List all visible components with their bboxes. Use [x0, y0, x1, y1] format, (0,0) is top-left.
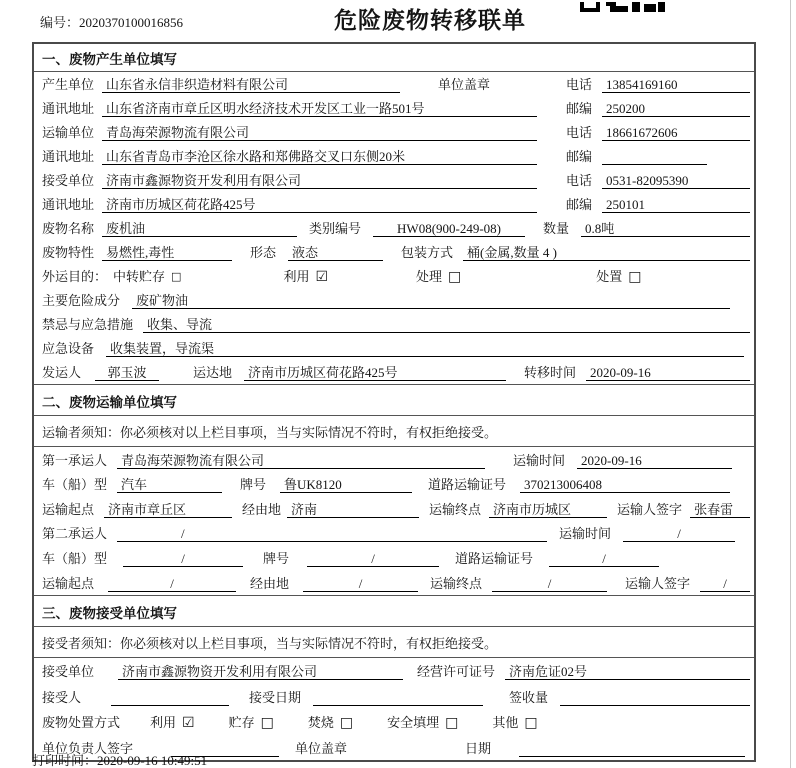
row-route1 [34, 496, 754, 521]
plate2-value: / [307, 550, 439, 567]
quantity-value: 0.8吨 [581, 220, 750, 237]
purpose-option-use-label: 利用 [283, 269, 310, 284]
time1-value: 2020-09-16 [577, 452, 732, 469]
phone3-value: 0531-82095390 [602, 172, 750, 189]
row-transfer-purpose [34, 264, 754, 288]
row-carrier2 [34, 521, 754, 546]
post1-value: 250200 [602, 100, 750, 117]
addr2-label: 通讯地址 [42, 149, 95, 164]
row-receiver [34, 168, 754, 192]
date2-value [519, 740, 745, 757]
unit-seal-label: 单位盖章 [438, 77, 491, 92]
purpose-label: 外运目的： [42, 269, 108, 284]
origin1-label: 运输起点 [42, 501, 95, 517]
row-waste-character [34, 240, 754, 264]
page-right-edge [790, 0, 791, 768]
row-vehicle2 [34, 545, 754, 570]
row-receiver-address [34, 192, 754, 216]
disposal-landfill-label: 安全填埋 [387, 715, 440, 731]
row-transporter-address [34, 144, 754, 168]
document-number-value: 2020370100016856 [79, 15, 184, 30]
row-route2 [34, 570, 754, 595]
quantity-label: 数量 [543, 221, 570, 236]
disposal-burn-checkbox: □ [339, 715, 354, 732]
row-vehicle1 [34, 472, 754, 497]
sign1-label: 运输人签字 [617, 501, 683, 517]
time2-label: 运输时间 [559, 526, 612, 542]
post3-label: 邮编 [565, 197, 592, 212]
carrier1-label: 第一承运人 [42, 452, 108, 468]
permit-value: 济南危证02号 [505, 663, 750, 680]
row-carrier1 [34, 447, 754, 472]
signed-amount-value [560, 689, 750, 706]
phone2-value: 18661672606 [602, 124, 750, 141]
disposal-store-label: 贮存 [228, 715, 255, 731]
origin2-label: 运输起点 [42, 575, 95, 591]
row-main-hazard [34, 288, 754, 312]
section-3-title: 三、废物接受单位填写 [34, 595, 754, 627]
purpose-option-dispose-label: 处置 [596, 269, 623, 284]
license1-label: 道路运输证号 [428, 477, 507, 493]
via1-value: 济南 [287, 501, 419, 518]
disposal-landfill-checkbox: □ [445, 715, 459, 732]
section-receiver [34, 595, 754, 760]
receive-unit-value: 济南市鑫源物资开发利用有限公司 [118, 663, 403, 680]
producer-value: 山东省永信非织造材料有限公司 [102, 76, 400, 93]
head-sign-label: 单位负责人签字 [42, 740, 134, 756]
section-2-title: 二、废物运输单位填写 [34, 384, 754, 416]
addr3-label: 通讯地址 [42, 197, 95, 212]
phone2-label: 电话 [565, 125, 592, 140]
row-producer [34, 72, 754, 96]
origin2-value: / [108, 575, 236, 592]
plate2-label: 牌号 [263, 550, 290, 566]
destination-label: 运达地 [193, 365, 233, 380]
via2-value: / [303, 575, 418, 592]
carrier2-value: / [117, 525, 547, 542]
vehicle1-label: 车（船）型 [42, 477, 108, 493]
end2-value: / [492, 575, 607, 592]
signed-amount-label: 签收量 [509, 689, 549, 705]
equipment-label: 应急设备 [42, 341, 95, 356]
time2-value: / [623, 525, 735, 542]
phone3-label: 电话 [565, 173, 592, 188]
disposal-use-checkbox: ☑ [182, 715, 195, 732]
receiver-value: 济南市鑫源物资开发利用有限公司 [102, 172, 537, 189]
vehicle2-label: 车（船）型 [42, 550, 108, 566]
transporter-value: 青岛海荣源物流有限公司 [102, 124, 537, 141]
purpose-use-checkbox: ☑ [315, 269, 329, 285]
vehicle1-value: 汽车 [117, 476, 222, 493]
receiver-notice: 接受者须知：你必须核对以上栏目事项，当与实际情况不符时，有权拒绝接受。 [34, 627, 754, 658]
character-label: 废物特性 [42, 245, 95, 260]
main-hazard-value: 废矿物油 [132, 292, 730, 309]
end1-value: 济南市历城区 [489, 501, 607, 518]
character-value: 易燃性,毒性 [102, 244, 232, 261]
receive-person-value [111, 689, 229, 706]
addr2-value: 山东省青岛市李沧区徐水路和郑佛路交叉口东侧20米 [102, 148, 537, 165]
print-time [32, 750, 207, 768]
receive-person-label: 接受人 [42, 689, 82, 705]
disposal-label: 废物处置方式 [42, 715, 121, 731]
addr1-label: 通讯地址 [42, 101, 95, 116]
purpose-option-treat-label: 处理 [416, 269, 443, 284]
addr1-value: 山东省济南市章丘区明水经济技术开发区工业一路501号 [102, 100, 537, 117]
form-table [32, 42, 756, 762]
form-value: 液态 [288, 244, 383, 261]
disposal-use-label: 利用 [150, 715, 177, 731]
row-producer-address [34, 96, 754, 120]
license2-value: / [549, 550, 659, 567]
plate1-value: 鲁UK8120 [280, 476, 412, 493]
form-header [0, 0, 796, 42]
producer-label: 产生单位 [42, 77, 95, 92]
post1-label: 邮编 [565, 101, 592, 116]
license2-label: 道路运输证号 [455, 550, 534, 566]
receive-unit-label: 接受单位 [42, 664, 95, 680]
end1-label: 运输终点 [429, 501, 482, 517]
row-receive-person [34, 683, 754, 709]
post3-value: 250101 [602, 196, 750, 213]
taboo-label: 禁忌与应急措施 [42, 317, 134, 332]
carrier2-label: 第二承运人 [42, 526, 108, 542]
transfer-time-value: 2020-09-16 [586, 364, 750, 381]
document-number-label: 编号： [40, 15, 80, 30]
print-time-value: 2020-09-16 10:49:51 [97, 753, 208, 768]
license1-value: 370213006408 [520, 476, 730, 493]
phone1-value: 13854169160 [602, 76, 750, 93]
equipment-value: 收集装置，导流渠 [106, 340, 744, 357]
row-emergency-equipment [34, 336, 754, 360]
receive-date-label: 接受日期 [249, 689, 302, 705]
carrier1-value: 青岛海荣源物流有限公司 [117, 452, 485, 469]
disposal-other-label: 其他 [492, 715, 519, 731]
packing-value: 桶(金属,数量 4 ) [463, 244, 750, 261]
transporter-label: 运输单位 [42, 125, 95, 140]
post2-label: 邮编 [565, 149, 592, 164]
form-label: 形态 [250, 245, 277, 260]
destination-value: 济南市历城区荷花路425号 [244, 364, 506, 381]
addr3-value: 济南市历城区荷花路425号 [102, 196, 537, 213]
time1-label: 运输时间 [513, 452, 566, 468]
row-waste-name [34, 216, 754, 240]
purpose-dispose-checkbox: □ [628, 269, 642, 285]
post2-value [602, 148, 707, 165]
taboo-value: 收集、导流 [143, 316, 750, 333]
date2-label: 日期 [465, 740, 492, 756]
disposal-store-checkbox: □ [260, 715, 274, 732]
sign1-value: 张春雷 [690, 501, 750, 518]
row-taboo-measures [34, 312, 754, 336]
row-shipper [34, 360, 754, 384]
section-producer [34, 44, 754, 384]
waste-name-value: 废机油 [102, 220, 297, 237]
receive-date-value [313, 689, 483, 706]
print-time-label: 打印时间： [32, 753, 98, 768]
qr-code-icon [580, 0, 665, 16]
category-value: HW08(900-249-08) [373, 220, 525, 237]
sign2-value: / [700, 575, 750, 592]
form-title: 危险废物转移联单 [334, 8, 526, 33]
transporter-notice: 运输者须知：你必须核对以上栏目事项，当与实际情况不符时，有权拒绝接受。 [34, 416, 754, 447]
packing-label: 包装方式 [401, 245, 454, 260]
disposal-burn-label: 焚烧 [307, 715, 334, 731]
row-disposal-method [34, 709, 754, 735]
document-number [40, 12, 183, 31]
disposal-other-checkbox: □ [524, 715, 538, 732]
phone1-label: 电话 [565, 77, 592, 92]
main-hazard-label: 主要危险成分 [42, 293, 121, 308]
category-label: 类别编号 [309, 221, 362, 236]
receiver-label: 接受单位 [42, 173, 95, 188]
vehicle2-value: / [123, 550, 243, 567]
via2-label: 经由地 [250, 575, 290, 591]
transfer-time-label: 转移时间 [524, 365, 577, 380]
origin1-value: 济南市章丘区 [104, 501, 232, 518]
purpose-option-storage-label: 中转贮存 [113, 269, 166, 284]
plate1-label: 牌号 [240, 477, 267, 493]
purpose-storage-checkbox: □ [171, 270, 182, 283]
section-1-title: 一、废物产生单位填写 [34, 44, 754, 72]
purpose-treat-checkbox: □ [448, 269, 462, 285]
row-receive-unit [34, 658, 754, 684]
end2-label: 运输终点 [430, 575, 483, 591]
sign2-label: 运输人签字 [625, 575, 691, 591]
shipper-value: 郭玉波 [95, 364, 159, 381]
via1-label: 经由地 [242, 501, 282, 517]
shipper-label: 发运人 [42, 365, 82, 380]
unit-seal2-label: 单位盖章 [295, 740, 348, 756]
waste-name-label: 废物名称 [42, 221, 95, 236]
section-transporter [34, 384, 754, 595]
row-transporter [34, 120, 754, 144]
permit-label: 经营许可证号 [417, 664, 496, 680]
